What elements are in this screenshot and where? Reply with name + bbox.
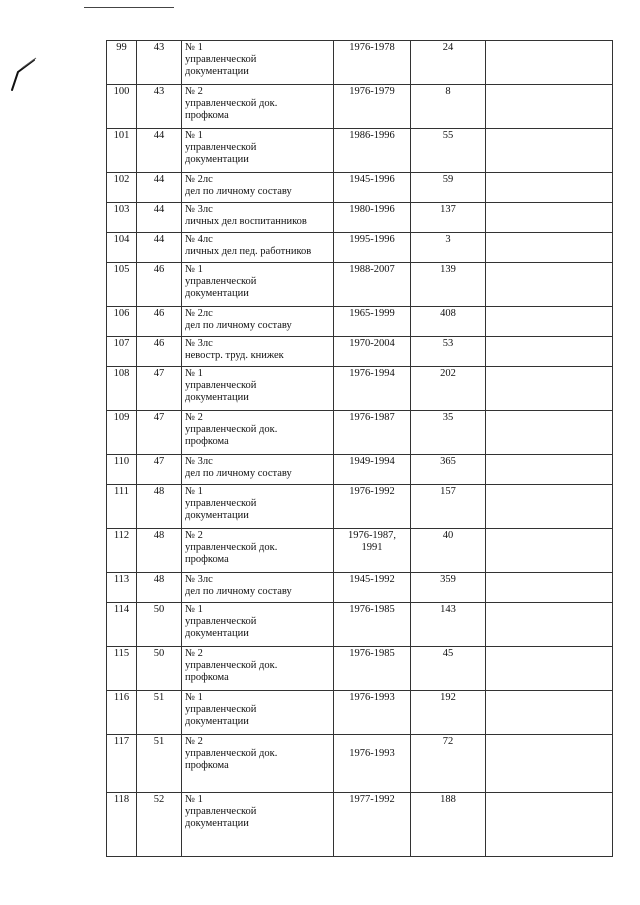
table-row bbox=[107, 173, 613, 203]
inventory-title-line: профкома bbox=[185, 110, 229, 121]
archive-register-table bbox=[106, 40, 613, 857]
inventory-title-line: документации bbox=[185, 154, 249, 165]
inventory-title-line: личных дел пед. работников bbox=[185, 246, 312, 257]
years-range-line: 1976-1992 bbox=[349, 486, 395, 497]
inventory-title-line: документации bbox=[185, 716, 249, 727]
years-range-line: 1991 bbox=[361, 542, 383, 553]
fund-number-cell: 47 bbox=[137, 367, 182, 411]
fund-number-cell: 51 bbox=[137, 735, 182, 793]
years-range-line: 1986-1996 bbox=[349, 130, 395, 141]
inventory-title-cell bbox=[182, 603, 334, 647]
inventory-title-line: документации bbox=[185, 628, 249, 639]
notes-cell bbox=[486, 307, 613, 337]
inventory-title-line: управленческой bbox=[185, 806, 257, 817]
inventory-title-line: № 2 bbox=[185, 86, 203, 97]
file-count-cell: 359 bbox=[411, 573, 486, 603]
inventory-title-line: документации bbox=[185, 288, 249, 299]
row-number-cell: 100 bbox=[107, 85, 137, 129]
years-range-cell bbox=[334, 647, 411, 691]
fund-number-cell: 47 bbox=[137, 455, 182, 485]
table-row bbox=[107, 793, 613, 857]
inventory-title-cell bbox=[182, 485, 334, 529]
table-row bbox=[107, 129, 613, 173]
inventory-title-line: № 4лс bbox=[185, 234, 213, 245]
inventory-title-cell bbox=[182, 573, 334, 603]
top-rule bbox=[84, 7, 174, 8]
notes-cell bbox=[486, 573, 613, 603]
years-range-cell bbox=[334, 735, 411, 793]
years-range-cell bbox=[334, 203, 411, 233]
inventory-title-line: № 1 bbox=[185, 794, 203, 805]
row-number-cell: 108 bbox=[107, 367, 137, 411]
inventory-title-line: № 1 bbox=[185, 42, 203, 53]
inventory-title-line: № 2лс bbox=[185, 308, 213, 319]
fund-number-cell: 44 bbox=[137, 129, 182, 173]
notes-cell bbox=[486, 455, 613, 485]
years-range-line: 1976-1993 bbox=[349, 748, 395, 759]
inventory-title-cell bbox=[182, 411, 334, 455]
notes-cell bbox=[486, 603, 613, 647]
inventory-title-line: документации bbox=[185, 510, 249, 521]
years-range-cell bbox=[334, 793, 411, 857]
years-range-line: 1976-1994 bbox=[349, 368, 395, 379]
file-count-cell: 35 bbox=[411, 411, 486, 455]
years-range-cell bbox=[334, 603, 411, 647]
notes-cell bbox=[486, 485, 613, 529]
years-range-cell bbox=[334, 367, 411, 411]
file-count-cell: 24 bbox=[411, 41, 486, 85]
years-range-line: 1976-1987, bbox=[347, 530, 397, 541]
inventory-title-line: № 3лс bbox=[185, 574, 213, 585]
file-count-cell: 137 bbox=[411, 203, 486, 233]
row-number-cell: 105 bbox=[107, 263, 137, 307]
years-range-cell bbox=[334, 691, 411, 735]
years-range-cell bbox=[334, 337, 411, 367]
notes-cell bbox=[486, 233, 613, 263]
years-range-cell bbox=[334, 529, 411, 573]
file-count-cell: 59 bbox=[411, 173, 486, 203]
handwritten-pen-mark bbox=[8, 54, 38, 94]
file-count-cell: 53 bbox=[411, 337, 486, 367]
table-row bbox=[107, 691, 613, 735]
notes-cell bbox=[486, 263, 613, 307]
row-number-cell: 99 bbox=[107, 41, 137, 85]
years-range-cell bbox=[334, 173, 411, 203]
inventory-title-cell bbox=[182, 691, 334, 735]
inventory-title-line: документации bbox=[185, 66, 249, 77]
inventory-title-line: № 2 bbox=[185, 648, 203, 659]
inventory-title-cell bbox=[182, 307, 334, 337]
fund-number-cell: 50 bbox=[137, 647, 182, 691]
table-row bbox=[107, 337, 613, 367]
notes-cell bbox=[486, 793, 613, 857]
years-range-line: 1945-1992 bbox=[349, 574, 395, 585]
row-number-cell: 109 bbox=[107, 411, 137, 455]
inventory-title-line: управленческой bbox=[185, 498, 257, 509]
inventory-title-cell bbox=[182, 337, 334, 367]
file-count-cell: 45 bbox=[411, 647, 486, 691]
file-count-cell: 55 bbox=[411, 129, 486, 173]
file-count-cell: 408 bbox=[411, 307, 486, 337]
inventory-title-cell bbox=[182, 203, 334, 233]
years-range-line: 1980-1996 bbox=[349, 204, 395, 215]
table-row bbox=[107, 573, 613, 603]
inventory-title-line: управленческой bbox=[185, 704, 257, 715]
row-number-cell: 110 bbox=[107, 455, 137, 485]
fund-number-cell: 52 bbox=[137, 793, 182, 857]
years-range-line: 1945-1996 bbox=[349, 174, 395, 185]
inventory-title-line: № 2лс bbox=[185, 174, 213, 185]
years-range-line: 1976-1979 bbox=[349, 86, 395, 97]
table-row bbox=[107, 41, 613, 85]
inventory-title-line: управленческой док. bbox=[185, 424, 278, 435]
inventory-title-cell bbox=[182, 41, 334, 85]
file-count-cell: 192 bbox=[411, 691, 486, 735]
years-range-line: 1995-1996 bbox=[349, 234, 395, 245]
table-row bbox=[107, 603, 613, 647]
fund-number-cell: 44 bbox=[137, 173, 182, 203]
notes-cell bbox=[486, 203, 613, 233]
years-range-line: 1976-1985 bbox=[349, 648, 395, 659]
inventory-title-cell bbox=[182, 173, 334, 203]
inventory-title-line: дел по личному составу bbox=[185, 320, 292, 331]
file-count-cell: 72 bbox=[411, 735, 486, 793]
inventory-title-line: управленческой bbox=[185, 616, 257, 627]
inventory-title-line: управленческой bbox=[185, 276, 257, 287]
inventory-title-line: дел по личному составу bbox=[185, 586, 292, 597]
table-row bbox=[107, 85, 613, 129]
inventory-title-line: № 3лс bbox=[185, 338, 213, 349]
notes-cell bbox=[486, 691, 613, 735]
fund-number-cell: 46 bbox=[137, 263, 182, 307]
inventory-title-line: № 1 bbox=[185, 486, 203, 497]
inventory-title-cell bbox=[182, 735, 334, 793]
inventory-title-line: документации bbox=[185, 392, 249, 403]
row-number-cell: 114 bbox=[107, 603, 137, 647]
inventory-title-line: № 3лс bbox=[185, 456, 213, 467]
fund-number-cell: 47 bbox=[137, 411, 182, 455]
years-range-cell bbox=[334, 411, 411, 455]
notes-cell bbox=[486, 735, 613, 793]
fund-number-cell: 48 bbox=[137, 485, 182, 529]
inventory-title-line: управленческой док. bbox=[185, 542, 278, 553]
inventory-title-line: невостр. труд. книжек bbox=[185, 350, 284, 361]
table-row bbox=[107, 307, 613, 337]
row-number-cell: 103 bbox=[107, 203, 137, 233]
fund-number-cell: 43 bbox=[137, 85, 182, 129]
row-number-cell: 115 bbox=[107, 647, 137, 691]
notes-cell bbox=[486, 647, 613, 691]
years-range-line: 1949-1994 bbox=[349, 456, 395, 467]
inventory-title-line: профкома bbox=[185, 760, 229, 771]
inventory-title-line: № 1 bbox=[185, 130, 203, 141]
file-count-cell: 143 bbox=[411, 603, 486, 647]
inventory-title-line: документации bbox=[185, 818, 249, 829]
fund-number-cell: 48 bbox=[137, 529, 182, 573]
notes-cell bbox=[486, 85, 613, 129]
inventory-title-line: № 2 bbox=[185, 412, 203, 423]
inventory-title-line: дел по личному составу bbox=[185, 468, 292, 479]
row-number-cell: 106 bbox=[107, 307, 137, 337]
years-range-line: 1976-1993 bbox=[349, 692, 395, 703]
years-range-line: 1976-1987 bbox=[349, 412, 395, 423]
inventory-title-cell bbox=[182, 455, 334, 485]
row-number-cell: 118 bbox=[107, 793, 137, 857]
notes-cell bbox=[486, 529, 613, 573]
inventory-title-cell bbox=[182, 793, 334, 857]
years-range-cell bbox=[334, 233, 411, 263]
file-count-cell: 139 bbox=[411, 263, 486, 307]
table-row bbox=[107, 367, 613, 411]
inventory-title-line: управленческой док. bbox=[185, 660, 278, 671]
inventory-title-line: личных дел воспитанников bbox=[185, 216, 307, 227]
fund-number-cell: 46 bbox=[137, 307, 182, 337]
years-range-line: 1976-1978 bbox=[349, 42, 395, 53]
row-number-cell: 111 bbox=[107, 485, 137, 529]
row-number-cell: 107 bbox=[107, 337, 137, 367]
row-number-cell: 104 bbox=[107, 233, 137, 263]
table-row bbox=[107, 263, 613, 307]
table-row bbox=[107, 455, 613, 485]
file-count-cell: 188 bbox=[411, 793, 486, 857]
years-range-line: 1977-1992 bbox=[349, 794, 395, 805]
years-range-cell bbox=[334, 307, 411, 337]
inventory-title-line: № 2 bbox=[185, 530, 203, 541]
row-number-cell: 112 bbox=[107, 529, 137, 573]
file-count-cell: 40 bbox=[411, 529, 486, 573]
inventory-title-cell bbox=[182, 85, 334, 129]
inventory-title-cell bbox=[182, 367, 334, 411]
inventory-title-line: № 1 bbox=[185, 264, 203, 275]
file-count-cell: 202 bbox=[411, 367, 486, 411]
inventory-title-cell bbox=[182, 233, 334, 263]
table-row bbox=[107, 485, 613, 529]
row-number-cell: 116 bbox=[107, 691, 137, 735]
file-count-cell: 157 bbox=[411, 485, 486, 529]
inventory-title-line: управленческой док. bbox=[185, 748, 278, 759]
inventory-title-line: № 1 bbox=[185, 604, 203, 615]
fund-number-cell: 43 bbox=[137, 41, 182, 85]
table-row bbox=[107, 233, 613, 263]
inventory-title-line: профкома bbox=[185, 436, 229, 447]
years-range-cell bbox=[334, 85, 411, 129]
inventory-title-cell bbox=[182, 129, 334, 173]
inventory-title-line: управленческой док. bbox=[185, 98, 278, 109]
inventory-title-line: № 1 bbox=[185, 368, 203, 379]
file-count-cell: 8 bbox=[411, 85, 486, 129]
table-row bbox=[107, 411, 613, 455]
inventory-title-cell bbox=[182, 529, 334, 573]
notes-cell bbox=[486, 367, 613, 411]
fund-number-cell: 51 bbox=[137, 691, 182, 735]
row-number-cell: 113 bbox=[107, 573, 137, 603]
notes-cell bbox=[486, 173, 613, 203]
notes-cell bbox=[486, 411, 613, 455]
row-number-cell: 101 bbox=[107, 129, 137, 173]
inventory-title-cell bbox=[182, 263, 334, 307]
row-number-cell: 117 bbox=[107, 735, 137, 793]
notes-cell bbox=[486, 129, 613, 173]
file-count-cell: 365 bbox=[411, 455, 486, 485]
fund-number-cell: 50 bbox=[137, 603, 182, 647]
years-range-cell bbox=[334, 263, 411, 307]
table-row bbox=[107, 203, 613, 233]
fund-number-cell: 46 bbox=[137, 337, 182, 367]
notes-cell bbox=[486, 41, 613, 85]
years-range-cell bbox=[334, 129, 411, 173]
inventory-title-line: профкома bbox=[185, 672, 229, 683]
inventory-title-line: профкома bbox=[185, 554, 229, 565]
years-range-cell bbox=[334, 485, 411, 529]
years-range-line: 1970-2004 bbox=[349, 338, 395, 349]
inventory-title-line: № 2 bbox=[185, 736, 203, 747]
table-row bbox=[107, 647, 613, 691]
years-range-line: 1976-1985 bbox=[349, 604, 395, 615]
years-range-line: 1965-1999 bbox=[349, 308, 395, 319]
table-row bbox=[107, 735, 613, 793]
inventory-title-line: № 3лс bbox=[185, 204, 213, 215]
inventory-title-line: управленческой bbox=[185, 142, 257, 153]
fund-number-cell: 44 bbox=[137, 203, 182, 233]
years-range-line: 1988-2007 bbox=[349, 264, 395, 275]
years-range-line bbox=[337, 736, 407, 748]
fund-number-cell: 44 bbox=[137, 233, 182, 263]
inventory-title-line: № 1 bbox=[185, 692, 203, 703]
years-range-cell bbox=[334, 455, 411, 485]
inventory-title-line: управленческой bbox=[185, 54, 257, 65]
years-range-cell bbox=[334, 41, 411, 85]
table-row bbox=[107, 529, 613, 573]
row-number-cell: 102 bbox=[107, 173, 137, 203]
fund-number-cell: 48 bbox=[137, 573, 182, 603]
file-count-cell: 3 bbox=[411, 233, 486, 263]
inventory-title-line: дел по личному составу bbox=[185, 186, 292, 197]
inventory-title-cell bbox=[182, 647, 334, 691]
years-range-cell bbox=[334, 573, 411, 603]
inventory-title-line: управленческой bbox=[185, 380, 257, 391]
notes-cell bbox=[486, 337, 613, 367]
